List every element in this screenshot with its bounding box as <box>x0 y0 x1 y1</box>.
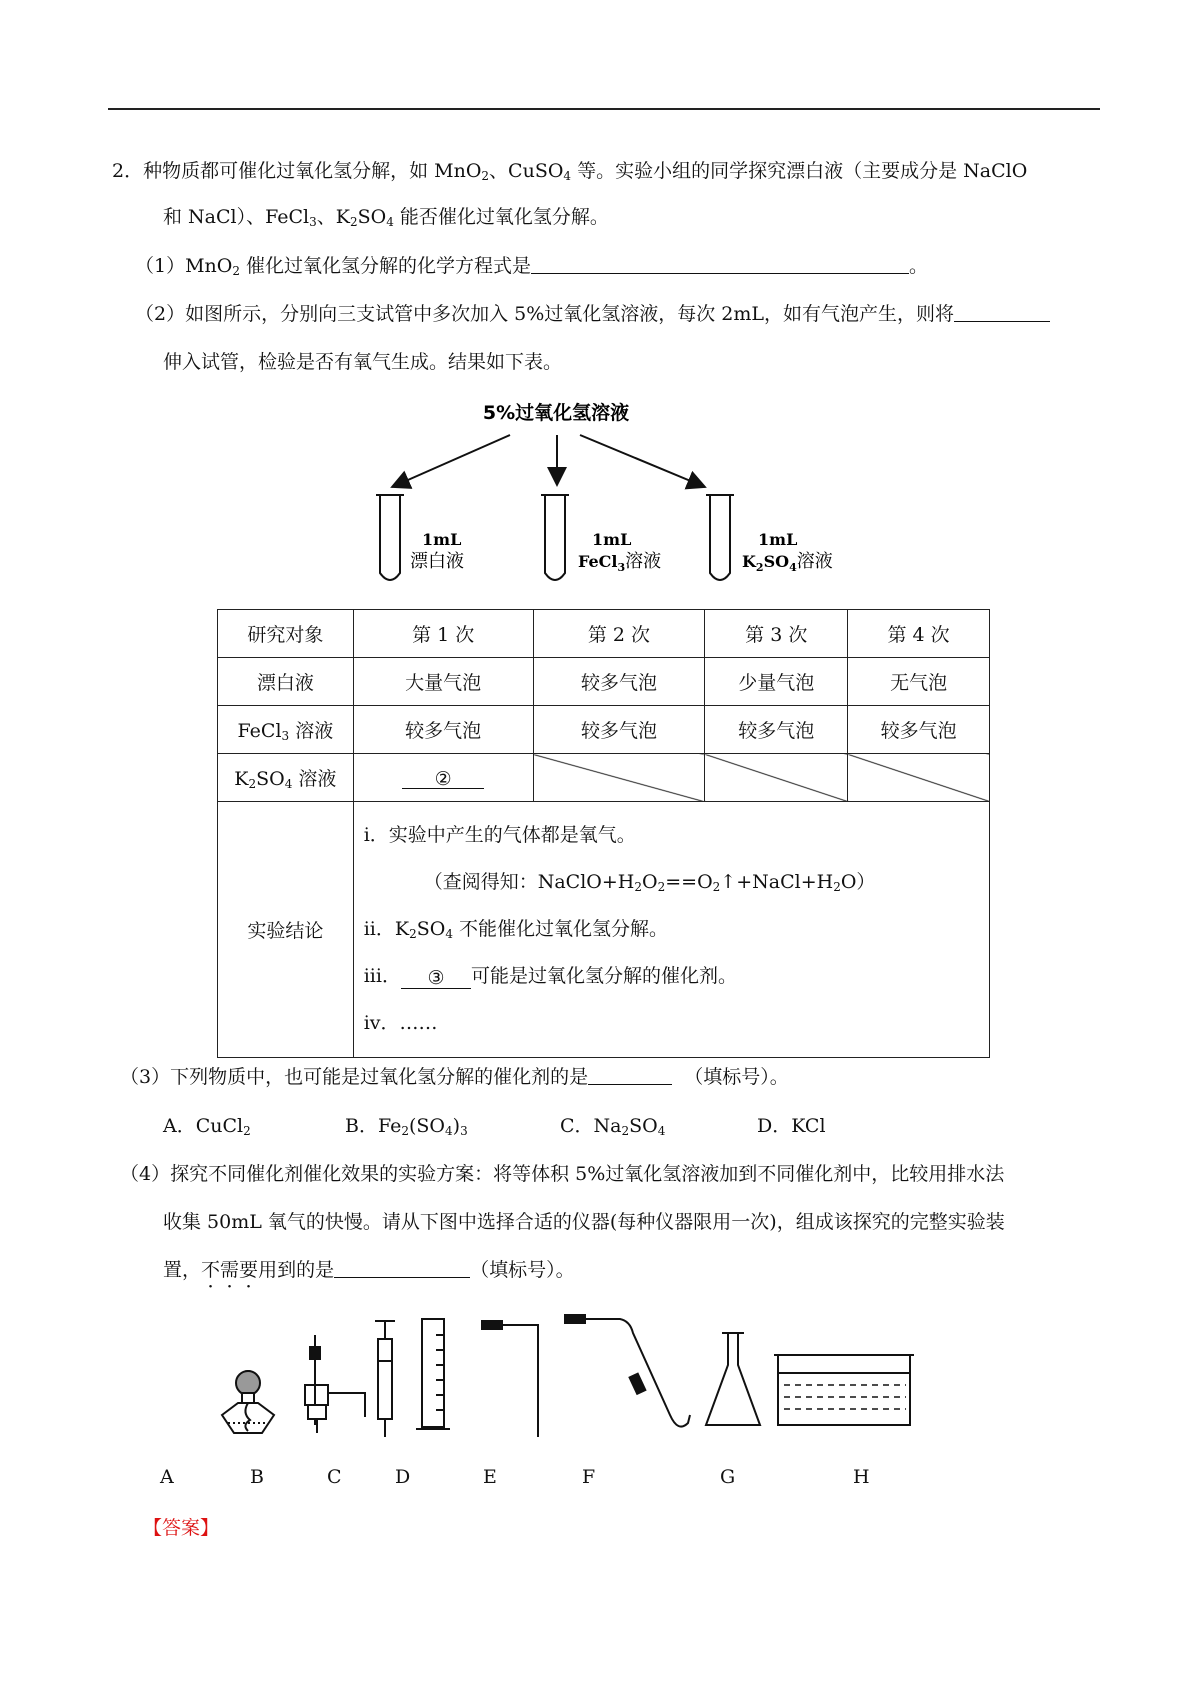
apparatus-label-b: B <box>250 1466 264 1488</box>
table-cell <box>353 754 533 802</box>
apparatus-label-g: G <box>720 1466 736 1488</box>
header-cell: 第 2 次 <box>533 610 705 658</box>
apparatus-label-e: E <box>483 1466 497 1488</box>
apparatus-label-h: H <box>853 1466 870 1488</box>
apparatus-label-f: F <box>582 1466 596 1488</box>
table-row <box>218 754 990 802</box>
results-table <box>217 609 990 1058</box>
q3-option-c: C．$Na_2SO_4$ <box>560 1115 666 1138</box>
table-cell: 较多气泡 <box>705 706 848 754</box>
table-row-conclusion <box>218 802 990 1058</box>
table-row <box>218 706 990 754</box>
row-label: 实验结论 <box>218 802 354 1058</box>
q3-option-a: A．CuCl$_2$ <box>163 1115 251 1138</box>
table-cell: 较多气泡 <box>353 706 533 754</box>
figure-title: 5%过氧化氢溶液 <box>482 402 630 424</box>
header-cell: 第 1 次 <box>353 610 533 658</box>
funnel-with-stopcock-icon <box>305 1335 365 1433</box>
answer-blank-3[interactable] <box>588 1064 672 1085</box>
q4-line2: 收集 50mL 氧气的快慢。请从下图中选择合适的仪器(每种仪器限用一次)，组成该探究的完整实验装 <box>163 1211 1005 1233</box>
row-label: 漂白液 <box>218 658 354 706</box>
q2-line2: 和 NaCl）、FeCl$_3$、$K_2SO_4$ 能否催化过氧化氢分解。 <box>163 206 609 229</box>
diagonal-cell <box>533 754 705 802</box>
answer-heading: 【答案】 <box>143 1517 220 1539</box>
table-cell: 较多气泡 <box>848 706 990 754</box>
conclusion-ii: ii．$K_2SO_4$ 不能催化过氧化氢分解。 <box>363 918 669 941</box>
svg-text:1mL: 1mL <box>592 530 632 549</box>
test-tube-3 <box>706 495 833 580</box>
alcohol-lamp-icon <box>222 1371 274 1433</box>
svg-text:漂白液: 漂白液 <box>410 551 464 572</box>
table-row <box>218 658 990 706</box>
q4-line1: （4）探究不同催化剂催化效果的实验方案：将等体积 5%过氧化氢溶液加到不同催化剂中，比较用排水法 <box>120 1163 1005 1185</box>
syringe-icon <box>375 1321 395 1437</box>
conclusion-iv: iv．…… <box>363 1012 438 1034</box>
apparatus-label-d: D <box>395 1466 411 1488</box>
svg-text:1mL: 1mL <box>758 530 798 549</box>
answer-blank-2[interactable] <box>954 301 1050 322</box>
table-cell: 无气泡 <box>848 658 990 706</box>
apparatus-figure <box>200 1305 1000 1455</box>
conical-flask-icon <box>706 1333 760 1425</box>
q3-option-b: B．$Fe_2(SO_4)_3$ <box>345 1115 468 1138</box>
apparatus-label-c: C <box>327 1466 342 1488</box>
answer-blank-circle-3[interactable]: ③ <box>401 968 471 989</box>
test-tube-2 <box>541 495 661 580</box>
table-cell: 少量气泡 <box>705 658 848 706</box>
conclusion-i: i．实验中产生的气体都是氧气。 <box>363 824 636 846</box>
header-rule <box>108 108 1100 110</box>
water-trough-icon <box>774 1355 914 1425</box>
q2-line1: 2．种物质都可催化过氧化氢分解，如 MnO$_2$、CuSO$_4$ 等。实验小组的同学探究漂白液（主要成分是 NaClO <box>112 160 1028 183</box>
header-cell: 第 4 次 <box>848 610 990 658</box>
svg-text:FeCl3溶液: FeCl$_3$溶液 <box>578 551 662 574</box>
diagonal-cell <box>848 754 990 802</box>
header-cell: 研究对象 <box>218 610 354 658</box>
answer-blank-4[interactable] <box>334 1257 470 1278</box>
q4-line3: 置，不需要用到的是 （填标号）。 <box>163 1259 575 1281</box>
answer-blank-1[interactable] <box>531 253 909 274</box>
table-cell: 大量气泡 <box>353 658 533 706</box>
test-tube-figure <box>360 395 860 600</box>
conclusion-note: （查阅得知：$NaClO+H_2O_2==O_2↑+NaCl+H_2O$） <box>423 871 876 894</box>
right-angle-tube-icon <box>482 1321 538 1437</box>
apparatus-label-a: A <box>160 1466 174 1488</box>
q2-part1: （1）MnO$_2$ 催化过氧化氢分解的化学方程式是 。 <box>135 255 929 278</box>
q2-part2-line2: 伸入试管，检验是否有氧气生成。结果如下表。 <box>163 351 563 373</box>
bent-delivery-tube-icon <box>565 1315 690 1427</box>
header-cell: 第 3 次 <box>705 610 848 658</box>
svg-text:K2SO4溶液: $K_2SO_4$溶液 <box>742 551 833 574</box>
diagonal-cell <box>705 754 848 802</box>
conclusion-cell <box>353 802 989 1058</box>
q2-part2-line1: （2）如图所示，分别向三支试管中多次加入 5%过氧化氢溶液，每次 2mL，如有气泡产生，则将 <box>135 301 1050 327</box>
table-header-row <box>218 610 990 658</box>
svg-text:1mL: 1mL <box>422 530 462 549</box>
row-label: $K_2SO_4$ 溶液 <box>218 754 354 802</box>
row-label: FeCl$_3$ 溶液 <box>218 706 354 754</box>
q3-stem: （3）下列物质中，也可能是过氧化氢分解的催化剂的是 （填标号）。 <box>120 1066 789 1088</box>
graduated-cylinder-icon <box>416 1319 450 1429</box>
table-cell: 较多气泡 <box>533 658 705 706</box>
conclusion-iii: iii． ③ 可能是过氧化氢分解的催化剂。 <box>363 965 737 989</box>
table-cell: 较多气泡 <box>533 706 705 754</box>
test-tube-1 <box>376 495 464 580</box>
q3-option-d: D．KCl <box>757 1115 826 1137</box>
answer-blank-circle-2[interactable]: ② <box>402 768 484 789</box>
